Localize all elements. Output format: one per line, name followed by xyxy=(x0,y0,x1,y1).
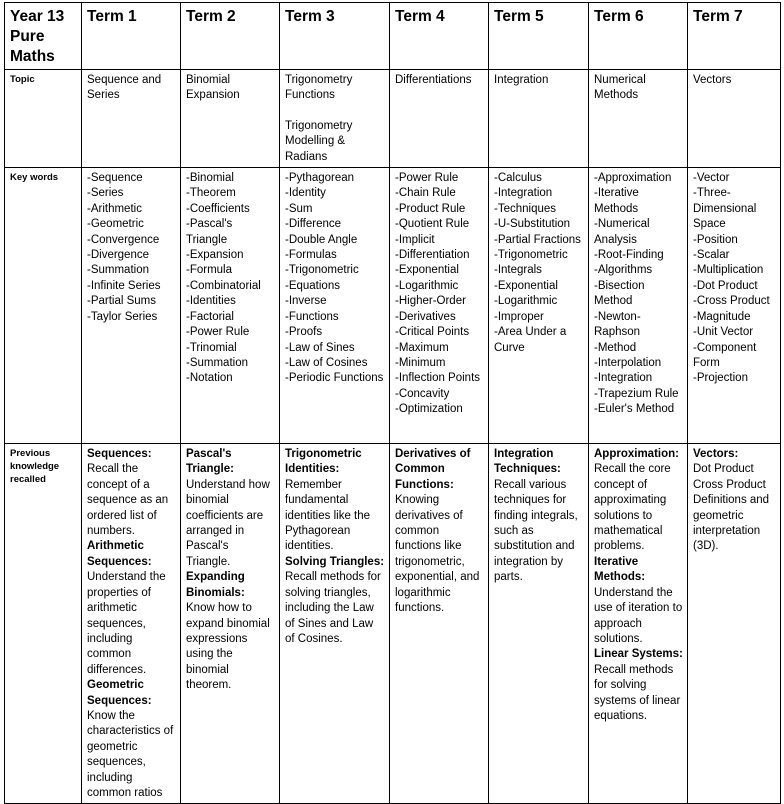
keyword-item: -Theorem xyxy=(186,187,236,200)
keyword-item: -Product Rule xyxy=(395,202,466,215)
knowledge-heading: Trigonometric Identities: xyxy=(285,448,362,476)
keyword-item: -Proofs xyxy=(285,326,323,339)
knowledge-heading: Sequences: xyxy=(87,448,152,461)
keyword-item: -Infinite Series xyxy=(87,279,161,292)
topic-text: Binomial Expansion xyxy=(186,74,240,102)
knowledge-text: Recall the core concept of approximating solutions to mathematical problems. xyxy=(594,463,671,553)
corner-cell xyxy=(5,3,82,70)
keyword-item: -Trinomial xyxy=(186,341,237,354)
keyword-item: -Area Under a Curve xyxy=(494,326,567,354)
keyword-item: -Partial Fractions xyxy=(494,233,581,246)
keywords-cell xyxy=(390,168,489,444)
keyword-item: -Concavity xyxy=(395,387,450,400)
knowledge-text: Understand the use of iteration to approach solutions. xyxy=(594,586,683,645)
keyword-item: -Three-Dimensional Space xyxy=(693,187,757,231)
spacer xyxy=(285,104,385,119)
keyword-item: -Position xyxy=(693,233,738,246)
topic-text: Trigonometry Modelling & Radians xyxy=(285,119,353,163)
keyword-item: -Optimization xyxy=(395,403,463,416)
knowledge-text: Know the characteristics of geometric sequences, including common ratios xyxy=(87,709,174,799)
corner-line: Maths xyxy=(10,48,55,65)
topic-cell xyxy=(82,70,181,168)
keyword-item: -Series xyxy=(87,187,124,200)
keyword-item: -Method xyxy=(594,341,637,354)
knowledge-heading: Integration Techniques: xyxy=(494,448,561,476)
keywords-cell xyxy=(82,168,181,444)
keyword-item: -Notation xyxy=(186,372,233,385)
topic-cell xyxy=(589,70,688,168)
previous-knowledge-cell xyxy=(181,444,280,804)
topic-text: Trigonometry Functions xyxy=(285,74,353,102)
knowledge-text: Understand how binomial coefficients are arranged in Pascal's Triangle. xyxy=(186,478,270,568)
knowledge-heading: Approximation: xyxy=(594,448,679,461)
keywords-cell xyxy=(280,168,390,444)
topic-text: Vectors xyxy=(693,74,732,86)
knowledge-text: Dot Product Cross Product Definitions and geometric interpretation (3D). xyxy=(693,463,770,553)
corner-line: Year 13 xyxy=(10,8,65,25)
keyword-item: -Identities xyxy=(186,295,236,308)
keyword-item: -Coefficients xyxy=(186,202,250,215)
topic-cell xyxy=(181,70,280,168)
knowledge-text: Remember fundamental identities like the Pythagorean identities. xyxy=(285,478,371,553)
knowledge-text: Recall methods for solving systems of linear equations. xyxy=(594,663,681,722)
keyword-item: -Vector xyxy=(693,172,730,185)
keyword-item: -Derivatives xyxy=(395,310,456,323)
keyword-item: -Identity xyxy=(285,187,326,200)
keyword-item: -Partial Sums xyxy=(87,295,157,308)
keyword-item: -Differentiation xyxy=(395,249,470,262)
knowledge-text: Know how to expand binomial expressions using the binomial theorem. xyxy=(186,602,270,692)
keyword-item: -Magnitude xyxy=(693,310,751,323)
keyword-item: -Power Rule xyxy=(186,326,250,339)
keyword-item: -Critical Points xyxy=(395,326,470,339)
topic-text: Numerical Methods xyxy=(594,74,646,102)
keyword-item: -Exponential xyxy=(494,279,558,292)
keyword-item: -Binomial xyxy=(186,172,234,185)
keyword-item: -Higher-Order xyxy=(395,295,466,308)
keywords-row xyxy=(5,168,781,444)
knowledge-text: Recall methods for solving triangles, including the Law of Sines and Law of Cosines. xyxy=(285,571,381,645)
keyword-item: -Equations xyxy=(285,279,340,292)
keyword-item: -Algorithms xyxy=(594,264,653,277)
knowledge-text: Recall various techniques for finding integrals, such as substitution and integration by parts. xyxy=(494,478,578,584)
curriculum-table xyxy=(4,2,781,804)
previous-knowledge-row xyxy=(5,444,781,804)
keyword-item: -Chain Rule xyxy=(395,187,456,200)
topic-cell xyxy=(489,70,589,168)
keyword-item: -Calculus xyxy=(494,172,542,185)
keyword-item: -Trapezium Rule xyxy=(594,387,679,400)
keyword-item: -Expansion xyxy=(186,249,244,262)
keyword-item: -Cross Product xyxy=(693,295,770,308)
keyword-item: -Geometric xyxy=(87,218,144,231)
keyword-item: -Law of Sines xyxy=(285,341,355,354)
keyword-item: -Divergence xyxy=(87,249,149,262)
previous-knowledge-cell xyxy=(589,444,688,804)
previous-label-line: Previous xyxy=(10,448,51,460)
keyword-item: -Approximation xyxy=(594,172,672,185)
knowledge-heading: Derivatives of Common Functions: xyxy=(395,448,471,491)
keywords-cell xyxy=(181,168,280,444)
topic-text: Integration xyxy=(494,74,549,86)
keyword-item: -Integrals xyxy=(494,264,542,277)
keyword-item: -Integration xyxy=(594,372,653,385)
previous-knowledge-cell xyxy=(390,444,489,804)
keywords-cell xyxy=(589,168,688,444)
keyword-item: -Sequence xyxy=(87,172,143,185)
keyword-item: -Formula xyxy=(186,264,233,277)
knowledge-heading: Iterative Methods: xyxy=(594,555,646,584)
previous-knowledge-cell xyxy=(688,444,781,804)
keyword-item: -Implicit xyxy=(395,233,435,246)
keyword-item: -Factorial xyxy=(186,310,234,323)
keyword-item: -Scalar xyxy=(693,249,730,262)
keywords-cell xyxy=(688,168,781,444)
knowledge-heading: Linear Systems: xyxy=(594,648,683,661)
knowledge-heading: Solving Triangles: xyxy=(285,555,385,568)
keyword-item: -Taylor Series xyxy=(87,310,158,323)
knowledge-heading: Expanding Binomials: xyxy=(186,571,245,599)
term-header: Term 5 xyxy=(489,3,589,70)
term-header: Term 2 xyxy=(181,3,280,70)
keyword-item: -Trigonometric xyxy=(285,264,359,277)
keyword-item: -Quotient Rule xyxy=(395,218,470,231)
keyword-item: -Difference xyxy=(285,218,342,231)
keyword-item: -Logarithmic xyxy=(494,295,558,308)
keywords-cell xyxy=(489,168,589,444)
previous-knowledge-cell xyxy=(280,444,390,804)
knowledge-heading: Geometric Sequences: xyxy=(87,679,152,707)
keyword-item: -Inverse xyxy=(285,295,327,308)
keyword-item: -Inflection Points xyxy=(395,372,481,385)
keyword-item: -Techniques xyxy=(494,202,557,215)
keyword-item: -Bisection Method xyxy=(594,279,645,308)
keyword-item: -Unit Vector xyxy=(693,326,754,339)
topic-cell xyxy=(390,70,489,168)
keyword-item: -Law of Cosines xyxy=(285,356,368,369)
term-header: Term 4 xyxy=(390,3,489,70)
keyword-item: -Sum xyxy=(285,202,313,215)
keyword-item: -Interpolation xyxy=(594,356,662,369)
keyword-item: -Multiplication xyxy=(693,264,764,277)
knowledge-heading: Pascal's Triangle: xyxy=(186,448,234,476)
keyword-item: -Power Rule xyxy=(395,172,459,185)
previous-knowledge-cell xyxy=(82,444,181,804)
keyword-item: -U-Substitution xyxy=(494,218,571,231)
previous-knowledge-cell xyxy=(489,444,589,804)
keyword-item: -Functions xyxy=(285,310,339,323)
topic-label: Topic xyxy=(5,70,82,168)
term-header: Term 3 xyxy=(280,3,390,70)
topic-text: Differentiations xyxy=(395,74,472,86)
keyword-item: -Formulas xyxy=(285,249,337,262)
topic-cell xyxy=(280,70,390,168)
keyword-item: -Component Form xyxy=(693,341,757,369)
keyword-item: -Integration xyxy=(494,187,553,200)
keyword-item: -Convergence xyxy=(87,233,160,246)
keyword-item: -Minimum xyxy=(395,356,446,369)
previous-label-line: recalled xyxy=(10,474,46,486)
keyword-item: -Summation xyxy=(186,356,248,369)
keyword-item: -Maximum xyxy=(395,341,449,354)
keyword-item: -Dot Product xyxy=(693,279,758,292)
keyword-item: -Pythagorean xyxy=(285,172,355,185)
term-header: Term 1 xyxy=(82,3,181,70)
knowledge-text: Understand the properties of arithmetic sequences, including common differences. xyxy=(87,571,166,676)
topic-row xyxy=(5,70,781,168)
keyword-item: -Periodic Functions xyxy=(285,372,384,385)
knowledge-text: Recall the concept of a sequence as an ordered list of numbers. xyxy=(87,463,169,538)
header-row xyxy=(5,3,781,70)
keyword-item: -Numerical Analysis xyxy=(594,218,650,246)
keyword-item: -Arithmetic xyxy=(87,202,142,215)
previous-label-line: knowledge xyxy=(10,461,60,473)
keyword-item: -Trigonometric xyxy=(494,249,568,262)
keyword-item: -Pascal's Triangle xyxy=(186,218,233,246)
keyword-item: -Summation xyxy=(87,264,149,277)
keyword-item: -Newton-Raphson xyxy=(594,310,641,339)
topic-text: Sequence and Series xyxy=(87,74,162,102)
keyword-item: -Double Angle xyxy=(285,233,358,246)
previous-label xyxy=(5,444,82,804)
keyword-item: -Iterative Methods xyxy=(594,187,639,215)
knowledge-text: Knowing derivatives of common functions like trigonometric, exponential, and logarithmic functions. xyxy=(395,494,480,615)
topic-cell xyxy=(688,70,781,168)
knowledge-heading: Arithmetic Sequences: xyxy=(87,540,152,568)
term-header: Term 7 xyxy=(688,3,781,70)
knowledge-heading: Vectors: xyxy=(693,448,739,461)
keyword-item: -Logarithmic xyxy=(395,279,459,292)
keyword-item: -Improper xyxy=(494,310,544,323)
corner-line: Pure xyxy=(10,28,45,45)
term-header: Term 6 xyxy=(589,3,688,70)
keyword-item: -Combinatorial xyxy=(186,279,261,292)
keyword-item: -Euler's Method xyxy=(594,403,675,416)
keyword-item: -Projection xyxy=(693,372,748,385)
keywords-label: Key words xyxy=(5,168,82,444)
keyword-item: -Root-Finding xyxy=(594,249,664,262)
keyword-item: -Exponential xyxy=(395,264,459,277)
